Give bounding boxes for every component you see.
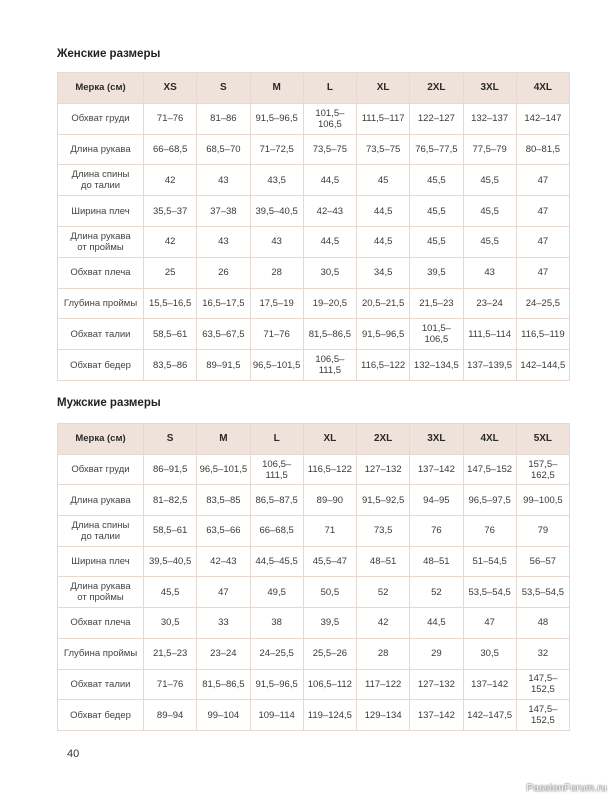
table-cell: 17,5–19 [250,288,303,319]
table-cell: 45,5 [463,196,516,227]
column-header-size: L [250,424,303,455]
table-cell: 129–134 [357,700,410,731]
table-cell: 63,5–66 [197,516,250,547]
table-cell: 50,5 [303,577,356,608]
table-cell: 101,5– 106,5 [410,319,463,350]
column-header-size: 3XL [463,73,516,104]
table-cell: 116,5–122 [303,454,356,485]
table-cell: 43 [197,226,250,257]
row-label: Обхват груди [58,103,144,134]
table-cell: 44,5 [357,226,410,257]
column-header-size: XL [357,73,410,104]
column-header-size: S [197,73,250,104]
column-header-measure: Мерка (см) [58,424,144,455]
table-cell: 48 [516,608,569,639]
table-cell: 106,5–112 [303,669,356,700]
table-cell: 45 [357,165,410,196]
table-cell: 45,5–47 [303,546,356,577]
column-header-size: XL [303,424,356,455]
table-cell: 42 [357,608,410,639]
table-cell: 137–142 [410,454,463,485]
table-row [58,196,570,227]
table-cell: 52 [410,577,463,608]
table-cell: 34,5 [357,257,410,288]
table-cell: 43 [197,165,250,196]
table-cell: 89–91,5 [197,350,250,381]
table-cell: 35,5–37 [144,196,197,227]
table-cell: 28 [250,257,303,288]
row-label: Обхват бедер [58,700,144,731]
table-row [58,516,570,547]
table-cell: 91,5–96,5 [250,669,303,700]
table-cell: 45,5 [410,196,463,227]
table-cell: 68,5–70 [197,134,250,165]
table-cell: 80–81,5 [516,134,569,165]
table-cell: 106,5– 111,5 [303,350,356,381]
table-cell: 48–51 [410,546,463,577]
table-cell: 142–144,5 [516,350,569,381]
table-header-row [58,424,570,455]
table-cell: 44,5 [303,226,356,257]
table-cell: 71–76 [144,103,197,134]
row-label: Длина рукава от проймы [58,226,144,257]
table-cell: 132–134,5 [410,350,463,381]
table-cell: 81–86 [197,103,250,134]
table-cell: 101,5– 106,5 [303,103,356,134]
column-header-size: 4XL [516,73,569,104]
table-row [58,288,570,319]
table-cell: 66–68,5 [250,516,303,547]
table-cell: 137–142 [463,669,516,700]
table-cell: 137–139,5 [463,350,516,381]
table-cell: 45,5 [463,226,516,257]
table-header-row [58,73,570,104]
row-label: Глубина проймы [58,638,144,669]
table-cell: 25 [144,257,197,288]
table-cell: 89–94 [144,700,197,731]
table-cell: 38 [250,608,303,639]
row-label: Ширина плеч [58,546,144,577]
table-cell: 15,5–16,5 [144,288,197,319]
table-cell: 117–122 [357,669,410,700]
table-cell: 58,5–61 [144,516,197,547]
table-cell: 43,5 [250,165,303,196]
table-cell: 45,5 [410,226,463,257]
table-cell: 30,5 [463,638,516,669]
table-cell: 116,5–119 [516,319,569,350]
table-row [58,577,570,608]
column-header-size: XS [144,73,197,104]
table-cell: 63,5–67,5 [197,319,250,350]
table-cell: 28 [357,638,410,669]
table-cell: 147,5–152,5 [516,669,569,700]
table-cell: 81,5–86,5 [197,669,250,700]
table-cell: 47 [463,608,516,639]
table-cell: 91,5–92,5 [357,485,410,516]
row-label: Обхват плеча [58,608,144,639]
table-cell: 53,5–54,5 [516,577,569,608]
row-label: Обхват талии [58,669,144,700]
table-cell: 51–54,5 [463,546,516,577]
table-row [58,700,570,731]
table-cell: 32 [516,638,569,669]
table-cell: 30,5 [144,608,197,639]
table-cell: 44,5 [410,608,463,639]
table-cell: 39,5 [303,608,356,639]
table-cell: 26 [197,257,250,288]
table-cell: 23–24 [197,638,250,669]
column-header-size: M [250,73,303,104]
table-cell: 147,5–152,5 [516,700,569,731]
table-cell: 53,5–54,5 [463,577,516,608]
table-cell: 109–114 [250,700,303,731]
table-cell: 76 [410,516,463,547]
table-cell: 111,5–114 [463,319,516,350]
table-cell: 127–132 [410,669,463,700]
table-cell: 48–51 [357,546,410,577]
table-cell: 30,5 [303,257,356,288]
table-cell: 42 [144,165,197,196]
table-cell: 20,5–21,5 [357,288,410,319]
table-cell: 86–91,5 [144,454,197,485]
table-cell: 99–104 [197,700,250,731]
table-cell: 44,5–45,5 [250,546,303,577]
column-header-size: M [197,424,250,455]
table-cell: 43 [463,257,516,288]
table-cell: 147,5–152 [463,454,516,485]
row-label: Обхват талии [58,319,144,350]
table-cell: 96,5–101,5 [197,454,250,485]
table-cell: 47 [516,226,569,257]
table-row [58,226,570,257]
column-header-size: 2XL [410,73,463,104]
table-cell: 58,5–61 [144,319,197,350]
table-cell: 111,5–117 [357,103,410,134]
table-cell: 23–24 [463,288,516,319]
table-cell: 81,5–86,5 [303,319,356,350]
table-cell: 86,5–87,5 [250,485,303,516]
table-cell: 83,5–86 [144,350,197,381]
table-cell: 24–25,5 [516,288,569,319]
row-label: Длина рукава [58,485,144,516]
table-cell: 99–100,5 [516,485,569,516]
table-cell: 49,5 [250,577,303,608]
column-header-size: 4XL [463,424,516,455]
row-label: Длина рукава от проймы [58,577,144,608]
table-cell: 96,5–97,5 [463,485,516,516]
table-cell: 21,5–23 [410,288,463,319]
table-cell: 39,5 [410,257,463,288]
men-size-table [57,423,570,731]
table-cell: 142–147 [516,103,569,134]
table-row [58,319,570,350]
table-cell: 77,5–79 [463,134,516,165]
table-cell: 47 [516,196,569,227]
table-cell: 16,5–17,5 [197,288,250,319]
table-cell: 76 [463,516,516,547]
row-label: Ширина плеч [58,196,144,227]
table-cell: 66–68,5 [144,134,197,165]
table-row [58,454,570,485]
table-cell: 52 [357,577,410,608]
table-cell: 45,5 [410,165,463,196]
table-cell: 45,5 [463,165,516,196]
table-cell: 47 [197,577,250,608]
table-cell: 119–124,5 [303,700,356,731]
table-cell: 132–137 [463,103,516,134]
table-row [58,485,570,516]
row-label: Обхват груди [58,454,144,485]
table-cell: 122–127 [410,103,463,134]
table-cell: 42 [144,226,197,257]
women-sizes-title: Женские размеры [57,48,161,60]
table-cell: 33 [197,608,250,639]
table-cell: 116,5–122 [357,350,410,381]
table-cell: 106,5– 111,5 [250,454,303,485]
table-cell: 47 [516,165,569,196]
table-row [58,134,570,165]
column-header-measure: Мерка (см) [58,73,144,104]
table-cell: 43 [250,226,303,257]
table-cell: 91,5–96,5 [250,103,303,134]
table-cell: 94–95 [410,485,463,516]
table-cell: 24–25,5 [250,638,303,669]
table-cell: 44,5 [357,196,410,227]
table-cell: 71–76 [144,669,197,700]
column-header-size: 3XL [410,424,463,455]
table-cell: 47 [516,257,569,288]
table-cell: 71–76 [250,319,303,350]
table-cell: 96,5–101,5 [250,350,303,381]
table-row [58,350,570,381]
table-row [58,257,570,288]
table-cell: 71–72,5 [250,134,303,165]
row-label: Глубина проймы [58,288,144,319]
table-cell: 89–90 [303,485,356,516]
column-header-size: L [303,73,356,104]
table-cell: 29 [410,638,463,669]
table-row [58,669,570,700]
table-cell: 137–142 [410,700,463,731]
row-label: Обхват плеча [58,257,144,288]
table-cell: 45,5 [144,577,197,608]
table-cell: 19–20,5 [303,288,356,319]
table-cell: 142–147,5 [463,700,516,731]
table-cell: 83,5–85 [197,485,250,516]
table-cell: 91,5–96,5 [357,319,410,350]
table-cell: 42–43 [303,196,356,227]
men-sizes-title: Мужские размеры [57,397,161,409]
row-label: Обхват бедер [58,350,144,381]
table-cell: 73,5 [357,516,410,547]
table-cell: 44,5 [303,165,356,196]
row-label: Длина спины до талии [58,165,144,196]
table-row [58,638,570,669]
table-cell: 39,5–40,5 [144,546,197,577]
table-cell: 56–57 [516,546,569,577]
table-row [58,103,570,134]
table-cell: 71 [303,516,356,547]
column-header-size: S [144,424,197,455]
watermark: PassionForum.ru [526,783,607,794]
table-row [58,165,570,196]
table-cell: 127–132 [357,454,410,485]
table-cell: 76,5–77,5 [410,134,463,165]
row-label: Длина рукава [58,134,144,165]
column-header-size: 5XL [516,424,569,455]
table-cell: 81–82,5 [144,485,197,516]
women-size-table [57,72,570,381]
column-header-size: 2XL [357,424,410,455]
table-cell: 157,5– 162,5 [516,454,569,485]
table-cell: 73,5–75 [303,134,356,165]
table-cell: 25,5–26 [303,638,356,669]
table-cell: 37–38 [197,196,250,227]
row-label: Длина спины до талии [58,516,144,547]
table-row [58,608,570,639]
table-row [58,546,570,577]
table-cell: 39,5–40,5 [250,196,303,227]
table-cell: 21,5–23 [144,638,197,669]
page-number: 40 [67,748,80,760]
table-cell: 42–43 [197,546,250,577]
table-cell: 73,5–75 [357,134,410,165]
table-cell: 79 [516,516,569,547]
